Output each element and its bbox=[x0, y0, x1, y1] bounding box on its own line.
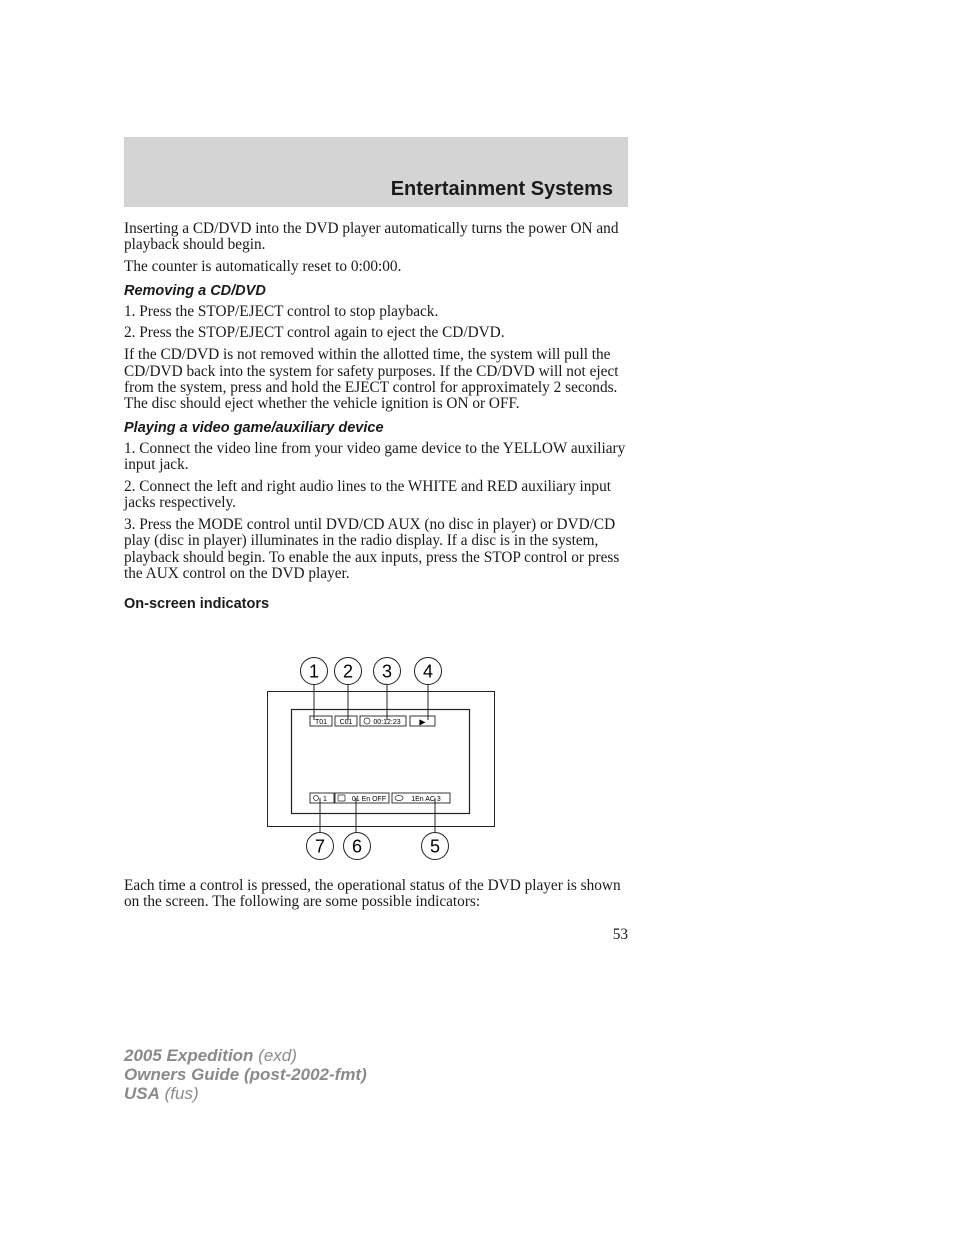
heading-onscreen: On-screen indicators bbox=[124, 596, 270, 613]
audio-icon bbox=[395, 796, 403, 801]
top-indicator-status bbox=[410, 716, 435, 727]
page-body bbox=[124, 221, 630, 612]
onscreen-indicators-diagram bbox=[124, 650, 504, 870]
section-header-band bbox=[124, 137, 628, 207]
svg-text:00:12:23: 00:12:23 bbox=[373, 719, 401, 726]
onscreen-caption: Each time a control is pressed, the operational status of the DVD player is shown on the screen. The following are some possible indicators: bbox=[124, 877, 621, 911]
svg-text:1: 1 bbox=[308, 661, 320, 682]
intro-paragraph-1: Inserting a CD/DVD into the DVD player automatically turns the power ON and playback should begin. bbox=[124, 220, 619, 254]
play-icon: ▶ bbox=[419, 717, 426, 727]
playing-step-3: 3. Press the MODE control until DVD/CD AUX (no disc in player) or DVD/CD play (disc in player) illuminates in the radio display. If a disc is in the system, playback should begin. To enable the aux inputs, press the STOP control or press the AUX control on the DVD player. bbox=[124, 515, 620, 582]
top-indicator-title bbox=[310, 716, 332, 726]
callout-leader-lines bbox=[314, 684, 435, 833]
callout-2 bbox=[335, 658, 362, 685]
svg-text:6: 6 bbox=[351, 836, 363, 857]
svg-text:1En AC 3: 1En AC 3 bbox=[411, 796, 441, 803]
svg-text:1: 1 bbox=[323, 796, 327, 803]
svg-text:7: 7 bbox=[314, 836, 326, 857]
callout-1 bbox=[301, 658, 328, 685]
heading-removing: Removing a CD/DVD bbox=[124, 283, 266, 300]
svg-text:T01: T01 bbox=[314, 719, 328, 726]
playing-step-1: 1. Connect the video line from your video game device to the YELLOW auxiliary input jack. bbox=[124, 439, 626, 474]
svg-text:C01: C01 bbox=[339, 719, 353, 726]
bottom-indicator-audio bbox=[392, 793, 450, 803]
removing-step-1: 1. Press the STOP/EJECT control to stop playback. bbox=[124, 302, 439, 320]
removing-note: If the CD/DVD is not removed within the allotted time, the system will pull the CD/DVD back into the system for safety purposes. If the CD/DVD will not eject from the system, press and hold the EJECT control for approximately 2 seconds. The disc should eject whether the vehicle ignition is ON or OFF. bbox=[124, 346, 619, 413]
intro-paragraph-2: The counter is automatically reset to 0:00:00. bbox=[124, 258, 402, 276]
footer-line-1: 2005 Expedition (exd) bbox=[124, 1046, 297, 1065]
callout-5 bbox=[422, 833, 449, 860]
svg-text:01 En OFF: 01 En OFF bbox=[351, 796, 387, 803]
svg-text:4: 4 bbox=[422, 661, 434, 682]
callout-3 bbox=[374, 658, 401, 685]
svg-text:3: 3 bbox=[381, 661, 393, 682]
camera-angle-icon bbox=[314, 796, 319, 801]
top-indicator-chapter bbox=[335, 716, 357, 726]
svg-text:2: 2 bbox=[342, 661, 354, 682]
section-title: Entertainment Systems bbox=[390, 178, 613, 200]
screen-outer-frame bbox=[268, 692, 495, 827]
callout-4 bbox=[415, 658, 442, 685]
heading-playing: Playing a video game/auxiliary device bbox=[124, 420, 384, 437]
bottom-indicator-subtitle bbox=[335, 793, 389, 803]
subtitle-icon bbox=[338, 795, 345, 801]
svg-text:5: 5 bbox=[429, 836, 441, 857]
document-footer bbox=[124, 1046, 367, 1103]
top-indicator-time bbox=[360, 716, 406, 726]
clock-icon bbox=[364, 718, 370, 724]
footer-line-3: USA (fus) bbox=[124, 1084, 199, 1103]
page-number: 53 bbox=[612, 926, 628, 943]
playing-step-2: 2. Connect the left and right audio lines to the WHITE and RED auxiliary input jacks respectively. bbox=[124, 477, 611, 512]
bottom-indicator-angle bbox=[310, 793, 334, 803]
footer-line-2: Owners Guide (post-2002-fmt) bbox=[124, 1065, 367, 1084]
removing-step-2: 2. Press the STOP/EJECT control again to eject the CD/DVD. bbox=[124, 324, 505, 342]
callout-7 bbox=[307, 833, 334, 860]
callout-6 bbox=[344, 833, 371, 860]
